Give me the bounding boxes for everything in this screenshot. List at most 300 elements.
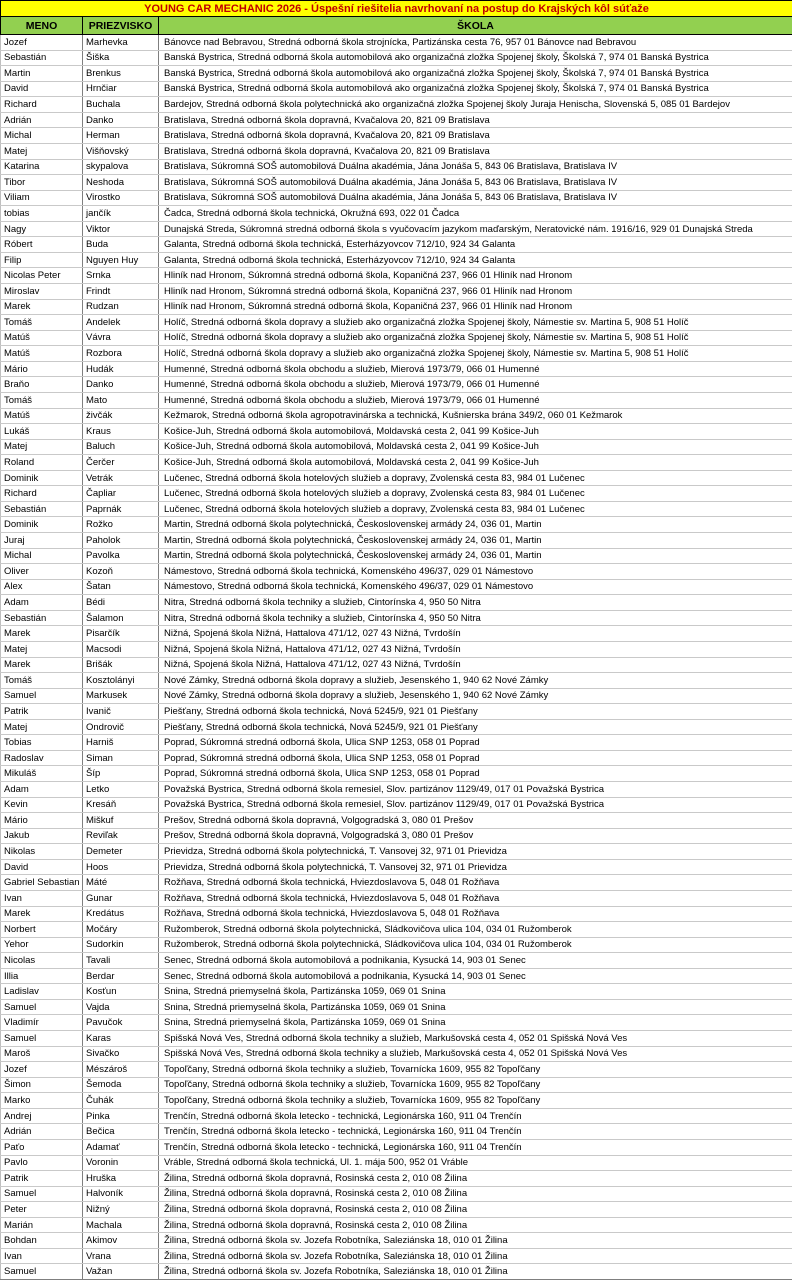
skola-cell: Poprad, Súkromná stredná odborná škola, Ulica SNP 1253, 058 01 Poprad	[159, 766, 792, 782]
skola-cell: Žilina, Stredná odborná škola dopravná, Rosinská cesta 2, 010 08 Žilina	[159, 1217, 792, 1233]
meno-cell: Maroš	[1, 1046, 83, 1062]
table-row	[1, 1093, 792, 1109]
skola-cell: Lučenec, Stredná odborná škola hotelových služieb a dopravy, Zvolenská cesta 83, 984 01 Lučenec	[159, 501, 792, 517]
priezvisko-cell: Karas	[83, 1031, 159, 1047]
skola-cell: Žilina, Stredná odborná škola sv. Jozefa Robotníka, Saleziánska 18, 010 01 Žilina	[159, 1264, 792, 1280]
priezvisko-cell: Siman	[83, 750, 159, 766]
meno-cell: Šimon	[1, 1077, 83, 1093]
table-row	[1, 1186, 792, 1202]
table-row	[1, 424, 792, 440]
table-row	[1, 408, 792, 424]
table-row	[1, 626, 792, 642]
skola-cell: Košice-Juh, Stredná odborná škola automobilová, Moldavská cesta 2, 041 99 Košice-Juh	[159, 439, 792, 455]
meno-cell: Matej	[1, 641, 83, 657]
meno-cell: Lukáš	[1, 424, 83, 440]
meno-cell: Michal	[1, 548, 83, 564]
meno-cell: Marek	[1, 657, 83, 673]
skola-cell: Prievidza, Stredná odborná škola polytechnická, T. Vansovej 32, 971 01 Prievidza	[159, 844, 792, 860]
meno-cell: Paťo	[1, 1139, 83, 1155]
priezvisko-cell: Rožko	[83, 517, 159, 533]
priezvisko-cell: Brenkus	[83, 66, 159, 82]
table-row	[1, 579, 792, 595]
priezvisko-cell: Šemoda	[83, 1077, 159, 1093]
skola-cell: Trenčín, Stredná odborná škola letecko - technická, Legionárska 160, 911 04 Trenčín	[159, 1139, 792, 1155]
skola-cell: Hliník nad Hronom, Súkromná stredná odborná škola, Kopaničná 237, 966 01 Hliník nad Hronom	[159, 299, 792, 315]
skola-cell: Nitra, Stredná odborná škola techniky a služieb, Cintorínska 4, 950 50 Nitra	[159, 610, 792, 626]
table-row	[1, 906, 792, 922]
meno-cell: Adrián	[1, 112, 83, 128]
table-row	[1, 159, 792, 175]
skola-cell: Humenné, Stredná odborná škola obchodu a služieb, Mierová 1973/79, 066 01 Humenné	[159, 361, 792, 377]
priezvisko-cell: Hruška	[83, 1171, 159, 1187]
title-row	[1, 1, 792, 17]
meno-cell: Nagy	[1, 221, 83, 237]
priezvisko-cell: skypalova	[83, 159, 159, 175]
meno-cell: Miroslav	[1, 284, 83, 300]
table-row	[1, 564, 792, 580]
skola-cell: Nižná, Spojená škola Nižná, Hattalova 471/12, 027 43 Nižná, Tvrdošín	[159, 626, 792, 642]
meno-cell: Illia	[1, 968, 83, 984]
meno-cell: Marek	[1, 299, 83, 315]
table-row	[1, 937, 792, 953]
table-row	[1, 1202, 792, 1218]
skola-cell: Žilina, Stredná odborná škola dopravná, Rosinská cesta 2, 010 08 Žilina	[159, 1202, 792, 1218]
table-row	[1, 688, 792, 704]
meno-cell: Gabriel Sebastian	[1, 875, 83, 891]
meno-cell: Dominik	[1, 517, 83, 533]
skola-cell: Bardejov, Stredná odborná škola polytechnická ako organizačná zložka Spojenej školy Juraja Henischa, Slovenská 5, 085 01 Bardejov	[159, 97, 792, 113]
skola-cell: Banská Bystrica, Stredná odborná škola automobilová ako organizačná zložka Spojenej školy, Školská 7, 974 01 Banská Bystrica	[159, 81, 792, 97]
table-row	[1, 268, 792, 284]
meno-cell: Martin	[1, 66, 83, 82]
skola-cell: Žilina, Stredná odborná škola dopravná, Rosinská cesta 2, 010 08 Žilina	[159, 1186, 792, 1202]
table-row	[1, 782, 792, 798]
skola-cell: Žilina, Stredná odborná škola dopravná, Rosinská cesta 2, 010 08 Žilina	[159, 1171, 792, 1187]
table-row	[1, 735, 792, 751]
table-row	[1, 813, 792, 829]
meno-cell: Bohdan	[1, 1233, 83, 1249]
priezvisko-cell: Čerčer	[83, 455, 159, 471]
priezvisko-cell: Harniš	[83, 735, 159, 751]
skola-cell: Piešťany, Stredná odborná škola technická, Nová 5245/9, 921 01 Piešťany	[159, 719, 792, 735]
meno-cell: Mário	[1, 361, 83, 377]
priezvisko-cell: Čuhák	[83, 1093, 159, 1109]
table-row	[1, 392, 792, 408]
skola-cell: Rožňava, Stredná odborná škola technická, Hviezdoslavova 5, 048 01 Rožňava	[159, 875, 792, 891]
skola-cell: Hliník nad Hronom, Súkromná stredná odborná škola, Kopaničná 237, 966 01 Hliník nad Hronom	[159, 284, 792, 300]
skola-cell: Lučenec, Stredná odborná škola hotelových služieb a dopravy, Zvolenská cesta 83, 984 01 Lučenec	[159, 470, 792, 486]
priezvisko-cell: Neshoda	[83, 175, 159, 191]
page-title: YOUNG CAR MECHANIC 2026 - Úspešní riešitelia navrhovaní na postup do Krajských kôl súťaže	[1, 1, 792, 17]
priezvisko-cell: Sivačko	[83, 1046, 159, 1062]
table-row	[1, 284, 792, 300]
priezvisko-cell: živčák	[83, 408, 159, 424]
skola-cell: Vráble, Stredná odborná škola technická, Ul. 1. mája 500, 952 01 Vráble	[159, 1155, 792, 1171]
skola-cell: Trenčín, Stredná odborná škola letecko - technická, Legionárska 160, 911 04 Trenčín	[159, 1108, 792, 1124]
skola-cell: Poprad, Súkromná stredná odborná škola, Ulica SNP 1253, 058 01 Poprad	[159, 750, 792, 766]
skola-cell: Galanta, Stredná odborná škola technická, Esterházyovcov 712/10, 924 34 Galanta	[159, 252, 792, 268]
meno-cell: Dominik	[1, 470, 83, 486]
table-row	[1, 81, 792, 97]
skola-cell: Piešťany, Stredná odborná škola technická, Nová 5245/9, 921 01 Piešťany	[159, 704, 792, 720]
priezvisko-cell: Pisarčík	[83, 626, 159, 642]
table-row	[1, 1124, 792, 1140]
meno-cell: David	[1, 859, 83, 875]
priezvisko-cell: Nguyen Huy	[83, 252, 159, 268]
priezvisko-cell: jančík	[83, 206, 159, 222]
meno-cell: Patrik	[1, 1171, 83, 1187]
skola-cell: Topoľčany, Stredná odborná škola techniky a služieb, Tovarnícka 1609, 955 82 Topoľčany	[159, 1077, 792, 1093]
meno-cell: Matúš	[1, 408, 83, 424]
priezvisko-cell: Bečica	[83, 1124, 159, 1140]
meno-cell: Matúš	[1, 330, 83, 346]
meno-cell: Juraj	[1, 533, 83, 549]
priezvisko-cell: Tavali	[83, 953, 159, 969]
meno-cell: Nicolas	[1, 953, 83, 969]
meno-cell: Samuel	[1, 1264, 83, 1280]
meno-cell: tobias	[1, 206, 83, 222]
table-row	[1, 859, 792, 875]
priezvisko-cell: Halvoník	[83, 1186, 159, 1202]
priezvisko-cell: Buda	[83, 237, 159, 253]
skola-cell: Martin, Stredná odborná škola polytechnická, Československej armády 24, 036 01, Martin	[159, 533, 792, 549]
table-row	[1, 35, 792, 51]
skola-cell: Senec, Stredná odborná škola automobilová a podnikania, Kysucká 14, 903 01 Senec	[159, 953, 792, 969]
priezvisko-cell: Baluch	[83, 439, 159, 455]
meno-cell: Andrej	[1, 1108, 83, 1124]
priezvisko-cell: Vrana	[83, 1248, 159, 1264]
priezvisko-cell: Rudzan	[83, 299, 159, 315]
table-row	[1, 346, 792, 362]
table-row	[1, 1108, 792, 1124]
meno-cell: Nikolas	[1, 844, 83, 860]
table-row	[1, 128, 792, 144]
skola-cell: Bratislava, Súkromná SOŠ automobilová Duálna akadémia, Jána Jonáša 5, 843 06 Bratislava, Bratislava IV	[159, 175, 792, 191]
table-row	[1, 766, 792, 782]
priezvisko-cell: Rozbora	[83, 346, 159, 362]
skola-cell: Nižná, Spojená škola Nižná, Hattalova 471/12, 027 43 Nižná, Tvrdošín	[159, 641, 792, 657]
skola-cell: Považská Bystrica, Stredná odborná škola remesiel, Slov. partizánov 1129/49, 017 01 Považská Bystrica	[159, 797, 792, 813]
priezvisko-cell: Važan	[83, 1264, 159, 1280]
priezvisko-cell: Sudorkin	[83, 937, 159, 953]
priezvisko-cell: Letko	[83, 782, 159, 798]
priezvisko-cell: Močáry	[83, 922, 159, 938]
table-row	[1, 1015, 792, 1031]
skola-cell: Humenné, Stredná odborná škola obchodu a služieb, Mierová 1973/79, 066 01 Humenné	[159, 392, 792, 408]
table-row	[1, 922, 792, 938]
meno-cell: Oliver	[1, 564, 83, 580]
priezvisko-cell: Kozoň	[83, 564, 159, 580]
table-row	[1, 377, 792, 393]
priezvisko-cell: Vetrák	[83, 470, 159, 486]
priezvisko-cell: Pinka	[83, 1108, 159, 1124]
priezvisko-cell: Vajda	[83, 999, 159, 1015]
priezvisko-cell: Machala	[83, 1217, 159, 1233]
priezvisko-cell: Višňovský	[83, 143, 159, 159]
table-row	[1, 533, 792, 549]
priezvisko-cell: Reviľak	[83, 828, 159, 844]
priezvisko-cell: Máté	[83, 875, 159, 891]
skola-cell: Prešov, Stredná odborná škola dopravná, Volgogradská 3, 080 01 Prešov	[159, 813, 792, 829]
priezvisko-cell: Berdar	[83, 968, 159, 984]
priezvisko-cell: Virostko	[83, 190, 159, 206]
table-row	[1, 206, 792, 222]
table-row	[1, 299, 792, 315]
skola-cell: Čadca, Stredná odborná škola technická, Okružná 693, 022 01 Čadca	[159, 206, 792, 222]
meno-cell: Kevin	[1, 797, 83, 813]
table-row	[1, 1062, 792, 1078]
skola-cell: Žilina, Stredná odborná škola sv. Jozefa Robotníka, Saleziánska 18, 010 01 Žilina	[159, 1233, 792, 1249]
column-header-skola: ŠKOLA	[159, 17, 792, 35]
skola-cell: Snina, Stredná priemyselná škola, Partizánska 1059, 069 01 Snina	[159, 984, 792, 1000]
meno-cell: Samuel	[1, 1031, 83, 1047]
meno-cell: Filip	[1, 252, 83, 268]
priezvisko-cell: Kosťun	[83, 984, 159, 1000]
priezvisko-cell: Kraus	[83, 424, 159, 440]
priezvisko-cell: Pavolka	[83, 548, 159, 564]
table-row	[1, 1171, 792, 1187]
priezvisko-cell: Hoos	[83, 859, 159, 875]
table-row	[1, 999, 792, 1015]
priezvisko-cell: Mato	[83, 392, 159, 408]
priezvisko-cell: Miškuf	[83, 813, 159, 829]
skola-cell: Snina, Stredná priemyselná škola, Partizánska 1059, 069 01 Snina	[159, 999, 792, 1015]
priezvisko-cell: Nižný	[83, 1202, 159, 1218]
skola-cell: Banská Bystrica, Stredná odborná škola automobilová ako organizačná zložka Spojenej školy, Školská 7, 974 01 Banská Bystrica	[159, 50, 792, 66]
skola-cell: Bratislava, Stredná odborná škola dopravná, Kvačalova 20, 821 09 Bratislava	[159, 128, 792, 144]
meno-cell: Samuel	[1, 999, 83, 1015]
table-body	[1, 35, 792, 1280]
table-row	[1, 610, 792, 626]
priezvisko-cell: Hrnčiar	[83, 81, 159, 97]
meno-cell: Sebastián	[1, 50, 83, 66]
skola-cell: Nové Zámky, Stredná odborná škola dopravy a služieb, Jesenského 1, 940 62 Nové Zámky	[159, 673, 792, 689]
table-row	[1, 1155, 792, 1171]
meno-cell: Samuel	[1, 1186, 83, 1202]
skola-cell: Humenné, Stredná odborná škola obchodu a služieb, Mierová 1973/79, 066 01 Humenné	[159, 377, 792, 393]
priezvisko-cell: Hudák	[83, 361, 159, 377]
meno-cell: Marek	[1, 906, 83, 922]
skola-cell: Topoľčany, Stredná odborná škola techniky a služieb, Tovarnícka 1609, 955 82 Topoľčany	[159, 1062, 792, 1078]
meno-cell: Adam	[1, 782, 83, 798]
table-row	[1, 97, 792, 113]
meno-cell: Roland	[1, 455, 83, 471]
table-row	[1, 657, 792, 673]
table-row	[1, 1248, 792, 1264]
meno-cell: Ivan	[1, 1248, 83, 1264]
priezvisko-cell: Paholok	[83, 533, 159, 549]
skola-cell: Prievidza, Stredná odborná škola polytechnická, T. Vansovej 32, 971 01 Prievidza	[159, 859, 792, 875]
table-row	[1, 112, 792, 128]
table-row	[1, 953, 792, 969]
table-row	[1, 237, 792, 253]
priezvisko-cell: Markusek	[83, 688, 159, 704]
table-row	[1, 486, 792, 502]
skola-cell: Holíč, Stredná odborná škola dopravy a služieb ako organizačná zložka Spojenej školy, Námestie sv. Martina 5, 908 51 Holíč	[159, 330, 792, 346]
priezvisko-cell: Pavučok	[83, 1015, 159, 1031]
skola-cell: Bratislava, Stredná odborná škola dopravná, Kvačalova 20, 821 09 Bratislava	[159, 143, 792, 159]
skola-cell: Trenčín, Stredná odborná škola letecko - technická, Legionárska 160, 911 04 Trenčín	[159, 1124, 792, 1140]
meno-cell: Adam	[1, 595, 83, 611]
meno-cell: Adrián	[1, 1124, 83, 1140]
priezvisko-cell: Paprnák	[83, 501, 159, 517]
meno-cell: Patrik	[1, 704, 83, 720]
priezvisko-cell: Macsodi	[83, 641, 159, 657]
priezvisko-cell: Kresáň	[83, 797, 159, 813]
priezvisko-cell: Šíp	[83, 766, 159, 782]
priezvisko-cell: Šatan	[83, 579, 159, 595]
skola-cell: Hliník nad Hronom, Súkromná stredná odborná škola, Kopaničná 237, 966 01 Hliník nad Hronom	[159, 268, 792, 284]
priezvisko-cell: Danko	[83, 377, 159, 393]
meno-cell: Matej	[1, 439, 83, 455]
table-row	[1, 750, 792, 766]
priezvisko-cell: Gunar	[83, 890, 159, 906]
skola-cell: Spišská Nová Ves, Stredná odborná škola techniky a služieb, Markušovská cesta 4, 052 01 Spišská Nová Ves	[159, 1046, 792, 1062]
skola-cell: Martin, Stredná odborná škola polytechnická, Československej armády 24, 036 01, Martin	[159, 548, 792, 564]
priezvisko-cell: Frindt	[83, 284, 159, 300]
priezvisko-cell: Demeter	[83, 844, 159, 860]
meno-cell: Matej	[1, 719, 83, 735]
table-row	[1, 968, 792, 984]
column-header-row	[1, 17, 792, 35]
meno-cell: Róbert	[1, 237, 83, 253]
priezvisko-cell: Akimov	[83, 1233, 159, 1249]
priezvisko-cell: Ondrovič	[83, 719, 159, 735]
priezvisko-cell: Čapliar	[83, 486, 159, 502]
meno-cell: Jozef	[1, 35, 83, 51]
skola-cell: Poprad, Súkromná stredná odborná škola, Ulica SNP 1253, 058 01 Poprad	[159, 735, 792, 751]
table-row	[1, 984, 792, 1000]
meno-cell: Tomáš	[1, 673, 83, 689]
meno-cell: Mikuláš	[1, 766, 83, 782]
table-row	[1, 66, 792, 82]
skola-cell: Holíč, Stredná odborná škola dopravy a služieb ako organizačná zložka Spojenej školy, Námestie sv. Martina 5, 908 51 Holíč	[159, 346, 792, 362]
meno-cell: Tomáš	[1, 392, 83, 408]
table-row	[1, 501, 792, 517]
priezvisko-cell: Herman	[83, 128, 159, 144]
table-row	[1, 828, 792, 844]
priezvisko-cell: Bédi	[83, 595, 159, 611]
meno-cell: Samuel	[1, 688, 83, 704]
table-row	[1, 595, 792, 611]
table-row	[1, 1233, 792, 1249]
table-row	[1, 1217, 792, 1233]
skola-cell: Bratislava, Stredná odborná škola dopravná, Kvačalova 20, 821 09 Bratislava	[159, 112, 792, 128]
meno-cell: Viliam	[1, 190, 83, 206]
meno-cell: Jozef	[1, 1062, 83, 1078]
skola-cell: Martin, Stredná odborná škola polytechnická, Československej armády 24, 036 01, Martin	[159, 517, 792, 533]
table-row	[1, 517, 792, 533]
table-row	[1, 548, 792, 564]
skola-cell: Bratislava, Súkromná SOŠ automobilová Duálna akadémia, Jána Jonáša 5, 843 06 Bratislava, Bratislava IV	[159, 159, 792, 175]
meno-cell: Ladislav	[1, 984, 83, 1000]
skola-cell: Holíč, Stredná odborná škola dopravy a služieb ako organizačná zložka Spojenej školy, Námestie sv. Martina 5, 908 51 Holíč	[159, 315, 792, 331]
skola-cell: Košice-Juh, Stredná odborná škola automobilová, Moldavská cesta 2, 041 99 Košice-Juh	[159, 424, 792, 440]
priezvisko-cell: Šiška	[83, 50, 159, 66]
skola-cell: Rožňava, Stredná odborná škola technická, Hviezdoslavova 5, 048 01 Rožňava	[159, 906, 792, 922]
table-row	[1, 719, 792, 735]
table-row	[1, 455, 792, 471]
meno-cell: Norbert	[1, 922, 83, 938]
meno-cell: Jakub	[1, 828, 83, 844]
table-row	[1, 143, 792, 159]
skola-cell: Spišská Nová Ves, Stredná odborná škola techniky a služieb, Markušovská cesta 4, 052 01 Spišská Nová Ves	[159, 1031, 792, 1047]
skola-cell: Ružomberok, Stredná odborná škola polytechnická, Sládkovičova ulica 104, 034 01 Ružomberok	[159, 922, 792, 938]
meno-cell: Matej	[1, 143, 83, 159]
meno-cell: Marián	[1, 1217, 83, 1233]
meno-cell: Marko	[1, 1093, 83, 1109]
skola-cell: Kežmarok, Stredná odborná škola agropotravinárska a technická, Kušnierska brána 349/2, 060 01 Kežmarok	[159, 408, 792, 424]
priezvisko-cell: Vávra	[83, 330, 159, 346]
priezvisko-cell: Srnka	[83, 268, 159, 284]
skola-cell: Lučenec, Stredná odborná škola hotelových služieb a dopravy, Zvolenská cesta 83, 984 01 Lučenec	[159, 486, 792, 502]
table-row	[1, 890, 792, 906]
table-row	[1, 470, 792, 486]
table-row	[1, 1077, 792, 1093]
table-row	[1, 315, 792, 331]
priezvisko-cell: Marhevka	[83, 35, 159, 51]
meno-cell: David	[1, 81, 83, 97]
meno-cell: Richard	[1, 486, 83, 502]
priezvisko-cell: Adamať	[83, 1139, 159, 1155]
meno-cell: Marek	[1, 626, 83, 642]
skola-cell: Považská Bystrica, Stredná odborná škola remesiel, Slov. partizánov 1129/49, 017 01 Považská Bystrica	[159, 782, 792, 798]
table-row	[1, 1031, 792, 1047]
meno-cell: Vladimír	[1, 1015, 83, 1031]
meno-cell: Alex	[1, 579, 83, 595]
skola-cell: Banská Bystrica, Stredná odborná škola automobilová ako organizačná zložka Spojenej školy, Školská 7, 974 01 Banská Bystrica	[159, 66, 792, 82]
priezvisko-cell: Mészároš	[83, 1062, 159, 1078]
meno-cell: Tibor	[1, 175, 83, 191]
table-row	[1, 641, 792, 657]
priezvisko-cell: Danko	[83, 112, 159, 128]
table-row	[1, 844, 792, 860]
priezvisko-cell: Viktor	[83, 221, 159, 237]
table-row	[1, 361, 792, 377]
table-row	[1, 330, 792, 346]
priezvisko-cell: Kosztolányi	[83, 673, 159, 689]
table-row	[1, 50, 792, 66]
skola-cell: Námestovo, Stredná odborná škola technická, Komenského 496/37, 029 01 Námestovo	[159, 564, 792, 580]
table-row	[1, 1264, 792, 1280]
table-row	[1, 221, 792, 237]
priezvisko-cell: Ivanič	[83, 704, 159, 720]
table-row	[1, 175, 792, 191]
skola-cell: Košice-Juh, Stredná odborná škola automobilová, Moldavská cesta 2, 041 99 Košice-Juh	[159, 455, 792, 471]
priezvisko-cell: Šalamon	[83, 610, 159, 626]
skola-cell: Žilina, Stredná odborná škola sv. Jozefa Robotníka, Saleziánska 18, 010 01 Žilina	[159, 1248, 792, 1264]
meno-cell: Sebastián	[1, 610, 83, 626]
table-row	[1, 252, 792, 268]
meno-cell: Braňo	[1, 377, 83, 393]
meno-cell: Michal	[1, 128, 83, 144]
meno-cell: Richard	[1, 97, 83, 113]
skola-cell: Dunajská Streda, Súkromná stredná odborná škola s vyučovacím jazykom maďarským, Neratovické nám. 1916/16, 929 01 Dunajská Streda	[159, 221, 792, 237]
skola-cell: Galanta, Stredná odborná škola technická, Esterházyovcov 712/10, 924 34 Galanta	[159, 237, 792, 253]
column-header-meno: MENO	[1, 17, 83, 35]
priezvisko-cell: Voronin	[83, 1155, 159, 1171]
meno-cell: Mário	[1, 813, 83, 829]
skola-cell: Nové Zámky, Stredná odborná škola dopravy a služieb, Jesenského 1, 940 62 Nové Zámky	[159, 688, 792, 704]
table-row	[1, 1139, 792, 1155]
meno-cell: Katarina	[1, 159, 83, 175]
skola-cell: Rožňava, Stredná odborná škola technická, Hviezdoslavova 5, 048 01 Rožňava	[159, 890, 792, 906]
skola-cell: Prešov, Stredná odborná škola dopravná, Volgogradská 3, 080 01 Prešov	[159, 828, 792, 844]
skola-cell: Nitra, Stredná odborná škola techniky a služieb, Cintorínska 4, 950 50 Nitra	[159, 595, 792, 611]
table-row	[1, 439, 792, 455]
table-row	[1, 797, 792, 813]
priezvisko-cell: Brišák	[83, 657, 159, 673]
